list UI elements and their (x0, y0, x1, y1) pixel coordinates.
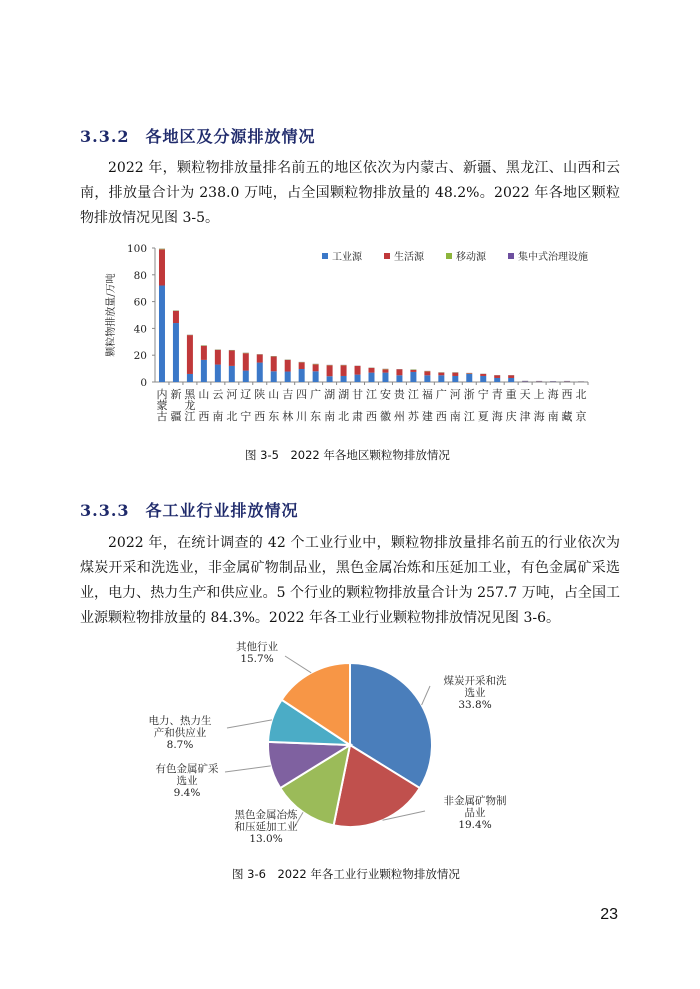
leader-line (227, 720, 272, 728)
paragraph-3-3-2: 2022 年，颗粒物排放量排名前五的地区依次为内蒙古、新疆、黑龙江、山西和云南，排放量合计为 238.0 万吨，占全国颗粒物排放量的 48.2%。2022 年各地区颗粒物排放情况见图 3-5。 (80, 160, 620, 226)
x-tick-label: 天 (519, 388, 531, 401)
pie-label: 煤炭开采和洗 (443, 675, 507, 687)
section-number: 3.3.2 (80, 127, 130, 146)
pie-label: 和压延加工业 (234, 821, 298, 833)
y-tick-label: 100 (126, 243, 147, 255)
x-tick-label: 江 (366, 388, 377, 401)
x-tick-label: 江 (407, 388, 419, 401)
pie-label: 非金属矿物制 (443, 795, 507, 807)
figure-3-5-caption: 图 3-5 2022 年各地区颗粒物排放情况 (245, 448, 450, 462)
paragraph-3-3-3: 2022 年，在统计调查的 42 个工业行业中，颗粒物排放量排名前五的行业依次为煤炭开采和洗选业，非金属矿物制品业，黑色金属冶炼和压延加工业，有色金属矿采选业，电力、热力生产和供应业。5 个行业的颗粒物排放量合计为 257.7 万吨，占全国工业源颗粒物排放量的 84.3%。2022 年各工业行业颗粒物排放情况见图 3-6。 (80, 535, 620, 626)
legend-label: 工业源 (332, 252, 362, 263)
x-tick-label: 广 (435, 388, 447, 401)
x-tick-label: 西 (561, 388, 573, 401)
x-tick-label: 河 (449, 388, 461, 401)
x-tick-label: 古 (156, 410, 168, 423)
x-tick-label: 青 (491, 388, 503, 401)
bar-segment (396, 369, 402, 375)
bar-segment (382, 373, 388, 382)
bar-segment (299, 362, 305, 369)
bar-segment (452, 376, 458, 382)
x-tick-label: 肃 (352, 410, 364, 423)
bar-segment (508, 375, 514, 378)
legend-swatch (384, 253, 390, 259)
x-tick-label: 川 (296, 410, 308, 423)
x-tick-label: 庆 (505, 410, 517, 423)
x-tick-label: 海 (547, 388, 559, 401)
pie-label: 其他行业 (236, 641, 278, 653)
x-tick-label: 东 (268, 410, 280, 423)
x-tick-label: 辽 (240, 388, 252, 401)
y-axis-label: 颗粒物排放量/万吨 (106, 273, 117, 357)
x-tick-label: 西 (366, 410, 377, 423)
bar-segment (355, 366, 361, 375)
bar-segment (271, 371, 277, 382)
pie-value-label: 13.0% (249, 833, 283, 845)
bar-segment (173, 311, 179, 323)
x-tick-label: 河 (226, 388, 238, 401)
x-tick-label: 山 (198, 388, 210, 401)
bar-segment (285, 360, 291, 372)
x-tick-label: 南 (212, 410, 224, 423)
x-tick-label: 吉 (282, 388, 294, 401)
bar-segment (215, 350, 221, 365)
x-tick-label: 州 (393, 410, 405, 423)
bar-segment (355, 375, 361, 382)
y-tick-label: 60 (133, 296, 147, 309)
bar-segment (341, 365, 347, 376)
x-tick-label: 夏 (477, 410, 489, 423)
page-number: 23 (600, 906, 618, 923)
bar-segment (187, 335, 193, 374)
pie-value-label: 15.7% (240, 653, 274, 665)
section-heading-3-3-2 (80, 124, 316, 147)
bar-segment (243, 371, 249, 382)
x-tick-label: 湖 (338, 388, 350, 401)
x-tick-label: 西 (254, 410, 266, 423)
bar-segment (410, 372, 416, 382)
bar-segment (494, 378, 500, 382)
bar-segment (285, 372, 291, 382)
bar-segment (271, 357, 277, 372)
bar-segment (480, 376, 486, 382)
leader-line (285, 656, 311, 673)
section-title: 各地区及分源排放情况 (145, 127, 316, 146)
section-title: 各工业行业排放情况 (145, 501, 299, 520)
leader-line (422, 686, 430, 705)
bar-segment (313, 371, 319, 382)
leader-line (225, 766, 271, 772)
x-tick-label: 疆 (170, 410, 182, 423)
x-tick-label: 龙 (184, 399, 196, 412)
bar-segment (438, 375, 444, 382)
bar-segment (229, 366, 235, 382)
x-tick-label: 内 (156, 388, 168, 401)
x-tick-label: 苏 (407, 410, 419, 423)
bar-segment (201, 346, 207, 360)
x-tick-label: 藏 (561, 410, 573, 423)
x-tick-label: 京 (575, 410, 587, 423)
pie-value-label: 8.7% (166, 739, 194, 751)
bar-segment (243, 353, 249, 370)
x-tick-label: 宁 (240, 410, 252, 423)
x-tick-label: 建 (421, 410, 433, 423)
x-tick-label: 湖 (324, 388, 336, 401)
pie-label: 选业 (464, 687, 486, 699)
legend-label: 生活源 (394, 252, 424, 263)
y-tick-label: 40 (133, 323, 147, 336)
x-tick-label: 西 (435, 410, 447, 423)
x-tick-label: 徽 (379, 410, 391, 423)
x-tick-label: 黑 (184, 388, 196, 401)
legend-swatch (322, 253, 328, 259)
bar-segment (257, 363, 263, 382)
legend-label: 移动源 (456, 252, 486, 263)
bar-segment (215, 365, 221, 382)
x-tick-label: 江 (184, 410, 196, 423)
regional-emissions-bar-chart (100, 236, 600, 436)
bar-segment (466, 373, 472, 374)
x-tick-label: 东 (310, 410, 322, 423)
bar-segment (410, 370, 416, 372)
bar-segment (159, 249, 165, 250)
industry-emissions-pie-chart (120, 630, 560, 860)
x-tick-label: 上 (533, 388, 545, 401)
bar-segment (452, 373, 458, 376)
bar-segment (382, 369, 388, 372)
bar-segment (341, 376, 347, 382)
pie-label: 电力、热力生 (148, 715, 212, 727)
bar-segment (438, 373, 444, 376)
x-tick-label: 海 (533, 410, 545, 423)
x-tick-label: 广 (310, 388, 322, 401)
x-tick-label: 江 (463, 410, 475, 423)
bar-segment (396, 375, 402, 382)
bar-segment (466, 374, 472, 382)
bar-segment (257, 355, 263, 363)
pie-value-label: 9.4% (173, 787, 201, 799)
bar-segment (299, 369, 305, 382)
bar-segment (327, 376, 333, 382)
x-tick-label: 津 (519, 410, 531, 423)
x-tick-label: 福 (421, 388, 433, 401)
pie-value-label: 19.4% (458, 819, 492, 831)
pie-label: 产和供应业 (153, 727, 207, 739)
bar-segment (229, 351, 235, 366)
pie-value-label: 33.8% (458, 699, 492, 711)
y-tick-label: 20 (133, 350, 147, 363)
x-tick-label: 北 (226, 410, 238, 423)
x-tick-label: 云 (212, 388, 224, 401)
bar-segment (159, 286, 165, 382)
bar-segment (187, 374, 193, 382)
x-tick-label: 南 (547, 410, 559, 423)
section-heading-3-3-3 (80, 498, 299, 521)
y-tick-label: 0 (140, 377, 147, 389)
bar-segment (201, 360, 207, 382)
bar-segment (480, 374, 486, 376)
x-tick-label: 陕 (254, 388, 266, 401)
bar-segment (369, 373, 375, 382)
x-tick-label: 浙 (463, 388, 475, 401)
x-tick-label: 贵 (393, 388, 405, 401)
bar-segment (522, 381, 528, 382)
x-tick-label: 北 (575, 388, 587, 401)
bar-segment (494, 375, 500, 378)
figure-3-6-caption: 图 3-6 2022 年各工业行业颗粒物排放情况 (232, 867, 460, 881)
bar-segment (424, 371, 430, 375)
x-tick-label: 甘 (352, 388, 364, 401)
x-tick-label: 西 (198, 410, 210, 423)
x-tick-label: 北 (338, 410, 350, 423)
x-tick-label: 宁 (477, 388, 489, 401)
bar-segment (369, 368, 375, 373)
x-tick-label: 海 (491, 410, 503, 423)
bar-segment (173, 323, 179, 382)
section-number: 3.3.3 (80, 501, 130, 520)
bar-segment (313, 364, 319, 371)
pie-label: 黑色金属冶炼 (234, 809, 298, 821)
x-tick-label: 安 (379, 388, 391, 401)
x-tick-label: 新 (170, 388, 182, 401)
x-tick-label: 林 (282, 410, 294, 423)
bar-segment (424, 375, 430, 382)
bar-segment (159, 249, 165, 285)
legend-swatch (446, 253, 452, 259)
pie-label: 选业 (176, 775, 198, 787)
y-tick-label: 80 (133, 269, 147, 282)
x-tick-label: 山 (268, 388, 280, 401)
x-tick-label: 南 (324, 410, 336, 423)
x-tick-label: 四 (296, 388, 308, 401)
x-tick-label: 重 (505, 388, 517, 401)
legend-swatch (508, 253, 514, 259)
bar-segment (508, 378, 514, 382)
pie-label: 有色金属矿采 (155, 763, 219, 775)
x-tick-label: 蒙 (156, 399, 168, 412)
x-tick-label: 南 (449, 410, 461, 423)
bar-segment (327, 365, 333, 376)
legend-label: 集中式治理设施 (518, 252, 588, 263)
pie-label: 品业 (464, 807, 486, 819)
